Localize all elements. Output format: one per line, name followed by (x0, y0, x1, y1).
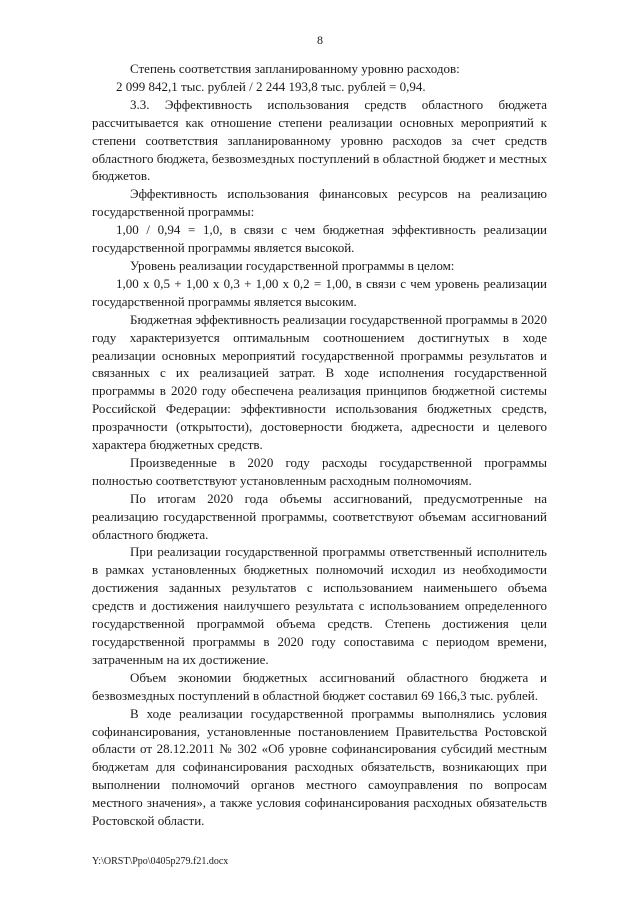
paragraph-expense-compliance-formula: 2 099 842,1 тыс. рублей / 2 244 193,8 тыс. рублей = 0,94. (116, 78, 426, 94)
paragraph-financial-efficiency-formula: 1,00 / 0,94 = 1,0, в связи с чем бюджетная эффективность реализации государственной программы является высокой. (92, 222, 547, 256)
paragraph-section-3-3: 3.3. Эффективность использования средств областного бюджета рассчитывается как отношение степени реализации основных мероприятий к степени соответствия запланированному уровню расходов за счет средств областного бюджета, безвозмездных поступлений в областной бюджет и местных бюджетов. (92, 96, 547, 184)
paragraph-budget-efficiency: Бюджетная эффективность реализации государственной программы в 2020 году характеризуется оптимальным соотношением достигнутых в ходе реализации основных мероприятий государственной программы результатов и связанных с их реализацией затрат. В ходе исполнения государственной программы в 2020 году обеспечена реализация принципов бюджетной системы Российской Федерации: эффективности использования бюджетных средств, прозрачности (открытости), достоверности бюджета, адресности и целевого характера бюджетных средств. (92, 311, 547, 453)
paragraph-expense-compliance-label: Степень соответствия запланированному уровню расходов: (130, 61, 460, 76)
paragraph-overall-level-label: Уровень реализации государственной программы в целом: (130, 257, 455, 273)
paragraph-expenses-2020: Произведенные в 2020 году расходы государственной программы полностью соответствуют установленным расходным полномочиям. (92, 454, 547, 488)
paragraph-financial-efficiency-label: Эффективность использования финансовых ресурсов на реализацию государственной программы: (92, 186, 547, 220)
paragraph-allocations: По итогам 2020 года объемы ассигнований, предусмотренные на реализацию государственной программы, соответствуют объемам ассигнований областного бюджета. (92, 490, 547, 542)
paragraph-overall-level-formula: 1,00 х 0,5 + 1,00 х 0,3 + 1,00 х 0,2 = 1,00, в связи с чем уровень реализации государственной программы является высоким. (92, 275, 547, 309)
paragraph-savings: Объем экономии бюджетных ассигнований областного бюджета и безвозмездных поступлений в областной бюджет составил 69 166,3 тыс. рублей. (92, 669, 547, 703)
footer-file-path: Y:\ORST\Ppo\0405p279.f21.docx (92, 856, 229, 867)
document-body (92, 60, 547, 830)
paragraph-executor: При реализации государственной программы ответственный исполнитель в рамках установленных бюджетных полномочий исходил из необходимости достижения заданных результатов с использованием наименьшего объема средств и достижения наилучшего результата с использованием определенного государственной программой объема средств. Степень достижения цели государственной программы в 2020 году сопоставима с периодом времени, затраченным на их достижение. (92, 544, 547, 667)
page-number: 8 (317, 33, 323, 47)
paragraph-cofinancing: В ходе реализации государственной программы выполнялись условия софинансирования, установленные постановлением Правительства Ростовской области от 28.12.2011 № 302 «Об уровне софинансирования субсидий местным бюджетам для софинансирования расходных обязательств, возникающих при выполнении полномочий органов местного самоуправления по вопросам местного значения», а также условия софинансирования расходных обязательств Ростовской области. (92, 705, 547, 829)
